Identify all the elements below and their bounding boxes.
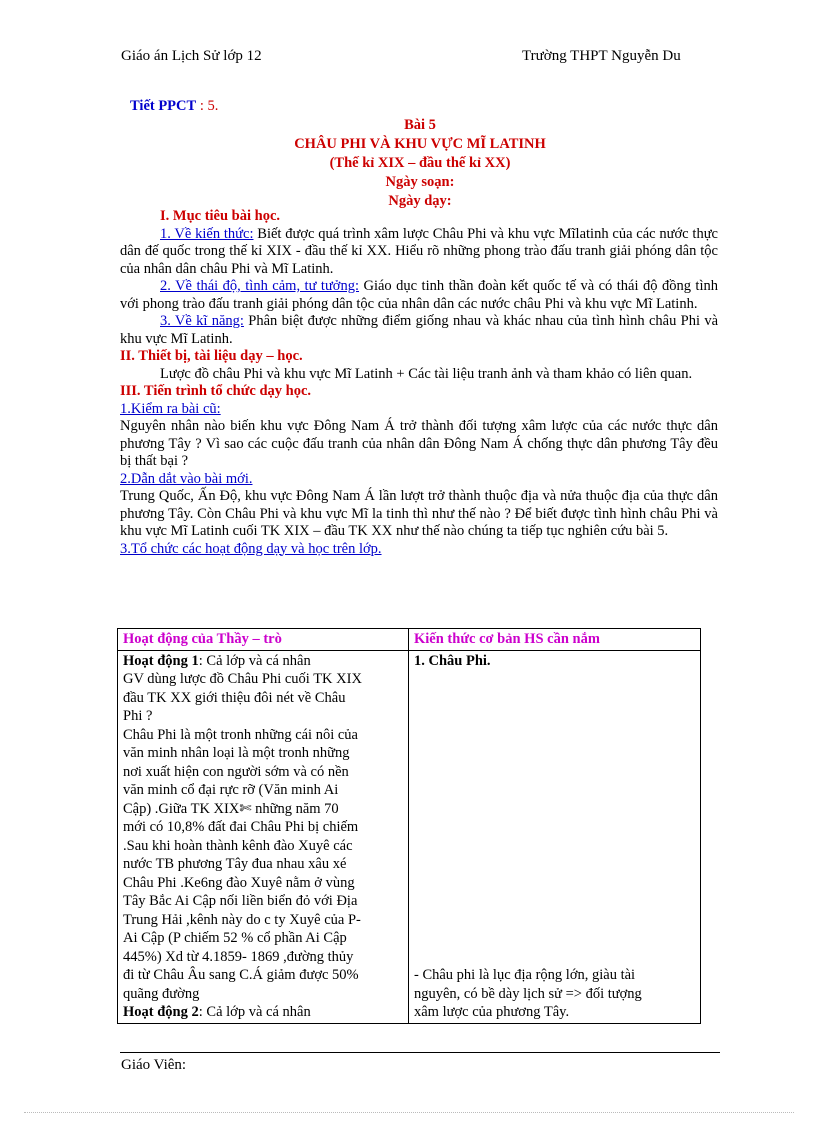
lesson-no: Bài 5 <box>404 117 436 133</box>
teach-date: Ngày dạy: <box>388 193 452 209</box>
activity-line: nơi xuất hiện con người sớm và có nền <box>123 763 349 780</box>
prep-date: Ngày soạn: <box>385 174 455 190</box>
activity-line: quãng đường <box>123 985 200 1002</box>
lesson-period: (Thế kỉ XIX – đầu thế kỉ XX) <box>329 155 511 171</box>
footer-divider <box>120 1052 720 1053</box>
section3-heading: III. Tiến trình tổ chức dạy học. <box>120 383 312 399</box>
page-edge <box>24 1112 794 1113</box>
scissors-icon: ✄ <box>239 800 252 817</box>
activity-line: Châu Phi .Ke6ng đào Xuyê nằm ở vùng <box>123 874 355 891</box>
activity-line: văn minh cổ đại rực rỡ (Văn minh Ai <box>123 782 339 798</box>
activity-line: GV dùng lược đồ Châu Phi cuối TK XIX <box>123 671 362 687</box>
title-block <box>120 116 720 211</box>
col-header-activity: Hoạt động của Thầy – trò <box>118 629 409 651</box>
activity-line: 445%) Xd từ 4.1859- 1869 ,đường thủy <box>123 948 354 965</box>
subsection-intro: 2.Dẫn dắt vào bài mới. <box>120 470 253 487</box>
section-objectives: I. Mục tiêu bài học. 1. Về kiến thức: Biết được quá trình xâm lược Châu Phi và khu vực Mĩlatinh của các nước thực dân đế quốc trong thế kỉ XIX - đầu thế kỉ XX. Hiểu rõ những phong trào đấu tranh giải phóng dân tộc của nhân dân châu Phi và Mĩ Latinh. 2. Về thái độ, tình cảm, tư tưởng: Giáo dục tinh thần đoàn kết quốc tế và có thái độ đồng tình với phong trào đấu tranh giải phóng dân tộc của nhân dân các nước châu Phi và khu vực Mĩ Latinh. 3. Về kĩ năng: Phân biệt được những điểm giống nhau và khác nhau của tình hình châu Phi và khu vực Mĩ Latinh. II. Thiết bị, tài liệu dạy – học. Lược đồ châu Phi và khu vực Mĩ Latinh + Các tài liệu tranh ảnh và tham khảo có liên quan. III. Tiến trình tổ chức dạy học. 1.Kiểm ra bài cũ: Nguyên nhân nào biến khu vực Đông Nam Á trở thành đối tượng xâm lược của các nước thực dân phương Tây ? Vì sao các cuộc đấu tranh của nhân dân Đông Nam Á chống thực dân phương Tây đều bị thất bại ? 2.Dẫn dắt vào bài mới. Trung Quốc, Ấn Độ, khu vực Đông Nam Á lần lượt trở thành thuộc địa và nửa thuộc địa của thực dân phương Tây. Còn Châu Phi và khu vực Mĩ la tinh thì như thế nào ? Để biết được tình hình châu Phi và khu vực Mĩ Latinh cuối TK XIX – đầu TK XX như thế nào chúng ta tiếp tục nghiên cứu bài 5. 3.Tổ chức các hoạt động dạy và học trên lớp. <box>120 208 719 557</box>
knowledge-cell <box>409 650 701 1023</box>
activity-line: Tây Bắc Ai Cập nối liền biển đỏ với Địa <box>123 893 358 909</box>
activity-cell: Hoạt động 1: Cả lớp và cá nhân GV dùng lược đồ Châu Phi cuối TK XIX đầu TK XX giới thiệu đôi nét về Châu Phi ? Châu Phi là một tronh những cái nôi của văn minh nhân loại là một tronh những nơi xuất hiện con người sớm và có nền văn minh cổ đại rực rỡ (Văn minh Ai Cập) .Giữa TK XIX✄ những năm 70 mới có 10,8% đất đai Châu Phi bị chiếm .Sau khi hoàn thành kênh đào Xuyê các nước TB phương Tây đua nhau xâu xé Châu Phi .Ke6ng đào Xuyê nằm ở vùng Tây Bắc Ai Cập nối liền biển đỏ với Địa Trung Hải ,kênh này do c ty Xuyê của P- Ai Cập (P chiếm 52 % cổ phần Ai Cập 445%) Xd từ 4.1859- 1869 ,đường thủy đi từ Châu Âu sang C.Á giảm được 50% quãng đường Hoạt động 2: Cả lớp và cá nhân <box>118 650 409 1023</box>
knowledge-lines <box>414 966 695 1022</box>
col-header-knowledge: Kiến thức cơ bản HS cần nắm <box>409 629 701 651</box>
subsection-activities: 3.Tổ chức các hoạt động dạy và học trên lớp. <box>120 540 382 557</box>
activity-line: đi từ Châu Âu sang C.Á giảm được 50% <box>123 967 359 983</box>
section2-text: Lược đồ châu Phi và khu vực Mĩ Latinh + Các tài liệu tranh ảnh và tham khảo có liên quan. <box>160 365 693 382</box>
activity-line: Phi ? <box>123 708 153 724</box>
activity-line: Trung Hải ,kênh này do c ty Xuyê của P- <box>123 911 361 928</box>
activity-line: văn minh nhân loại là một tronh những <box>123 745 350 761</box>
activity-line: .Sau khi hoàn thành kênh đào Xuyê các <box>123 837 353 854</box>
tiet-value: 5. <box>207 98 219 114</box>
lesson-title: CHÂU PHI VÀ KHU VỰC MĨ LATINH <box>294 136 546 152</box>
activity-line: mới có 10,8% đất đai Châu Phi bị chiếm <box>123 819 359 835</box>
activity-lines <box>123 670 403 1003</box>
activity-line: Châu Phi là một tronh những cái nôi của <box>123 726 358 743</box>
footer-teacher: Giáo Viên: <box>121 1057 187 1073</box>
table-header-row <box>118 629 701 651</box>
header-right: Trường THPT Nguyễn Du <box>522 48 681 64</box>
intro-text: Trung Quốc, Ấn Độ, khu vực Đông Nam Á lần lượt trở thành thuộc địa và nửa thuộc địa của thực dân phương Tây. Còn Châu Phi và khu vực Mĩ la tinh thì như thế nào ? Để biết được tình hình châu Phi và khu vực Mĩ Latinh cuối TK XIX – đầu TK XX như thế nào chúng ta tiếp tục nghiên cứu bài 5. <box>120 488 718 539</box>
section2-heading: II. Thiết bị, tài liệu dạy – học. <box>120 348 303 364</box>
section1-heading: I. Mục tiêu bài học. <box>160 208 281 224</box>
lesson-number: Tiết PPCT : 5. <box>130 98 219 114</box>
activity-line: Cập) .Giữa TK XIX✄ những năm 70 <box>123 800 339 817</box>
header-left: Giáo án Lịch Sử lớp 12 <box>121 48 262 64</box>
activity-line: Ai Cập (P chiếm 52 % cổ phần Ai Cập <box>123 930 347 946</box>
activity-line: nước TB phương Tây đua nhau xâu xé <box>123 856 347 872</box>
knowledge-line: nguyên, có bề dày lịch sử => đối tượng <box>414 985 642 1002</box>
knowledge-heading: 1. Châu Phi. <box>414 652 491 669</box>
activity-table <box>117 628 701 1024</box>
knowledge-line: xâm lược của phương Tây. <box>414 1004 570 1020</box>
review-question: Nguyên nhân nào biến khu vực Đông Nam Á trở thành đối tượng xâm lược của các nước thực dân phương Tây ? Vì sao các cuộc đấu tranh của nhân dân Đông Nam Á chống thực dân phương Tây đều bị thất bại ? <box>120 418 718 469</box>
tiet-label: Tiết PPCT <box>130 98 197 114</box>
table-row <box>118 650 701 1023</box>
activity-line: đầu TK XX giới thiệu đôi nét về Châu <box>123 689 346 706</box>
subsection-review: 1.Kiểm ra bài cũ: <box>120 400 221 417</box>
knowledge-line: - Châu phi là lục địa rộng lớn, giàu tài <box>414 967 636 983</box>
